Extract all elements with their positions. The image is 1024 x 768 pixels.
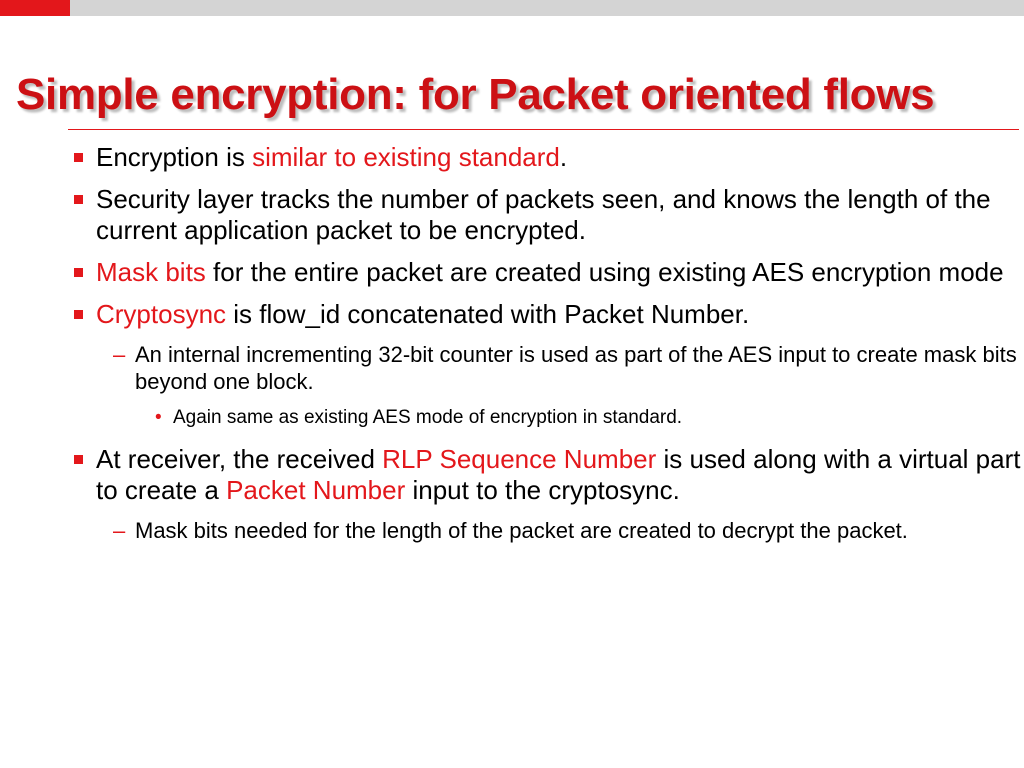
bullet-highlight: RLP Sequence Number [382, 444, 657, 474]
bullet-text [96, 184, 991, 245]
square-bullet-icon [74, 153, 83, 162]
square-bullet-icon [74, 195, 83, 204]
top-header-bar [70, 0, 1024, 16]
bullet-text [96, 142, 567, 172]
sub-sub-bullet-item [0, 406, 1024, 430]
sub-bullet-item [0, 341, 1024, 395]
bullet-text [96, 299, 749, 329]
bullet-text-part: . [559, 142, 568, 172]
bullet-text-part: for the entire packet are created using existing AES encryption mode [205, 257, 1004, 287]
bullet-text-part: is flow_id concatenated with Packet Number. [226, 299, 750, 329]
square-bullet-icon [74, 455, 83, 464]
bullet-text [96, 444, 1020, 505]
bullet-highlight: similar to existing standard [252, 142, 560, 172]
bullet-item [0, 142, 1024, 173]
sub-bullet-text: Mask bits needed for the length of the packet are created to decrypt the packet. [135, 518, 908, 543]
title-underline [68, 129, 1019, 130]
sub-bullet-item [0, 517, 1024, 544]
bullet-item [0, 184, 1024, 246]
bullet-item [0, 299, 1024, 330]
bullet-text [96, 257, 1004, 287]
bullet-text-part: Encryption is [96, 142, 253, 172]
bullet-highlight: Packet Number [226, 475, 406, 505]
dot-bullet-icon: • [155, 407, 162, 428]
slide-title: Simple encryption: for Packet oriented flows [16, 70, 935, 119]
dash-bullet-icon: – [113, 518, 126, 543]
bullet-item [0, 257, 1024, 288]
bullet-text-part: Security layer tracks the number of packets seen, and knows the length of the current application packet to be encrypted. [96, 184, 991, 245]
bullet-highlight: Mask bits [96, 257, 206, 287]
top-accent-bar [0, 0, 70, 16]
slide-body [0, 142, 1024, 555]
bullet-text-part: is used along with a virtual part to create a [96, 444, 1021, 505]
dash-bullet-icon: – [113, 342, 126, 367]
bullet-text-part: input to the cryptosync. [405, 475, 680, 505]
bullet-item [0, 444, 1024, 506]
bullet-text-part: At receiver, the received [96, 444, 383, 474]
square-bullet-icon [74, 268, 83, 277]
sub-bullet-text: An internal incrementing 32-bit counter is used as part of the AES input to create mask bits beyond one block. [135, 342, 1017, 394]
bullet-highlight: Cryptosync [96, 299, 227, 329]
sub-sub-bullet-text: Again same as existing AES mode of encryption in standard. [173, 407, 683, 428]
square-bullet-icon [74, 310, 83, 319]
